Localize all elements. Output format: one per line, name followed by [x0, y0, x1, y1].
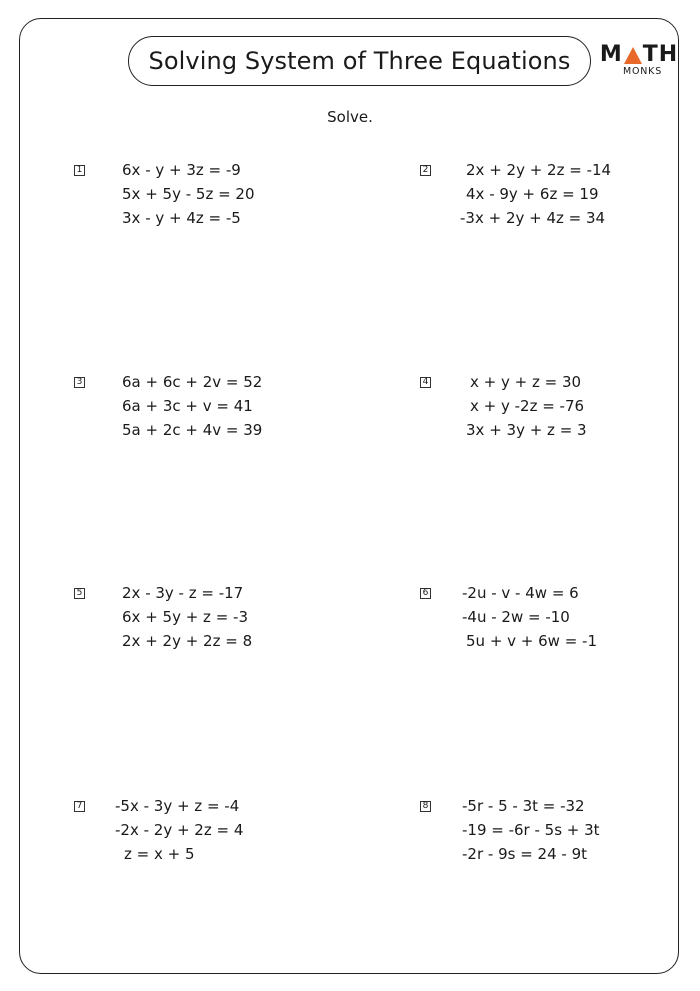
- worksheet-title: [128, 36, 591, 86]
- equation: 2x - 3y - z = -17: [122, 584, 244, 602]
- equation: z = x + 5: [124, 845, 195, 863]
- logo-letters-th: TH: [642, 42, 679, 67]
- instruction-text: Solve.: [327, 108, 373, 126]
- equation: 4x - 9y + 6z = 19: [466, 185, 599, 203]
- problem-number-box: 7: [74, 801, 85, 812]
- problem-number-box: 4: [420, 377, 431, 388]
- equation: -2u - v - 4w = 6: [462, 584, 579, 602]
- problem-number-box: 1: [74, 165, 85, 176]
- equation: x + y + z = 30: [470, 373, 582, 391]
- equation: 5a + 2c + 4v = 39: [122, 421, 263, 439]
- equation: -2x - 2y + 2z = 4: [115, 821, 244, 839]
- equation: 6x + 5y + z = -3: [122, 608, 248, 626]
- logo-letter-m: M: [599, 42, 623, 67]
- problem-number-box: 5: [74, 588, 85, 599]
- equation: -2r - 9s = 24 - 9t: [462, 845, 587, 863]
- equation: 3x + 3y + z = 3: [466, 421, 587, 439]
- math-monks-logo: [599, 40, 679, 80]
- worksheet-title-text: Solving System of Three Equations: [148, 47, 571, 75]
- equation: 5x + 5y - 5z = 20: [122, 185, 255, 203]
- equation: -5r - 5 - 3t = -32: [462, 797, 585, 815]
- equation: 5u + v + 6w = -1: [466, 632, 598, 650]
- logo-triangle-icon: [624, 47, 642, 64]
- problem-number-box: 2: [420, 165, 431, 176]
- equation: 2x + 2y + 2z = 8: [122, 632, 253, 650]
- problem-number-box: 3: [74, 377, 85, 388]
- equation: 3x - y + 4z = -5: [122, 209, 241, 227]
- equation: 6a + 3c + v = 41: [122, 397, 253, 415]
- equation: 2x + 2y + 2z = -14: [466, 161, 612, 179]
- equation: 6x - y + 3z = -9: [122, 161, 241, 179]
- equation: -4u - 2w = -10: [462, 608, 570, 626]
- logo-wordmark: [599, 40, 679, 67]
- equation: 6a + 6c + 2v = 52: [122, 373, 263, 391]
- problem-number-box: 8: [420, 801, 431, 812]
- equation: x + y -2z = -76: [470, 397, 585, 415]
- problem-number-box: 6: [420, 588, 431, 599]
- logo-subtext: MONKS: [623, 66, 663, 77]
- equation: -3x + 2y + 4z = 34: [460, 209, 606, 227]
- equation: -5x - 3y + z = -4: [115, 797, 240, 815]
- equation: -19 = -6r - 5s + 3t: [462, 821, 600, 839]
